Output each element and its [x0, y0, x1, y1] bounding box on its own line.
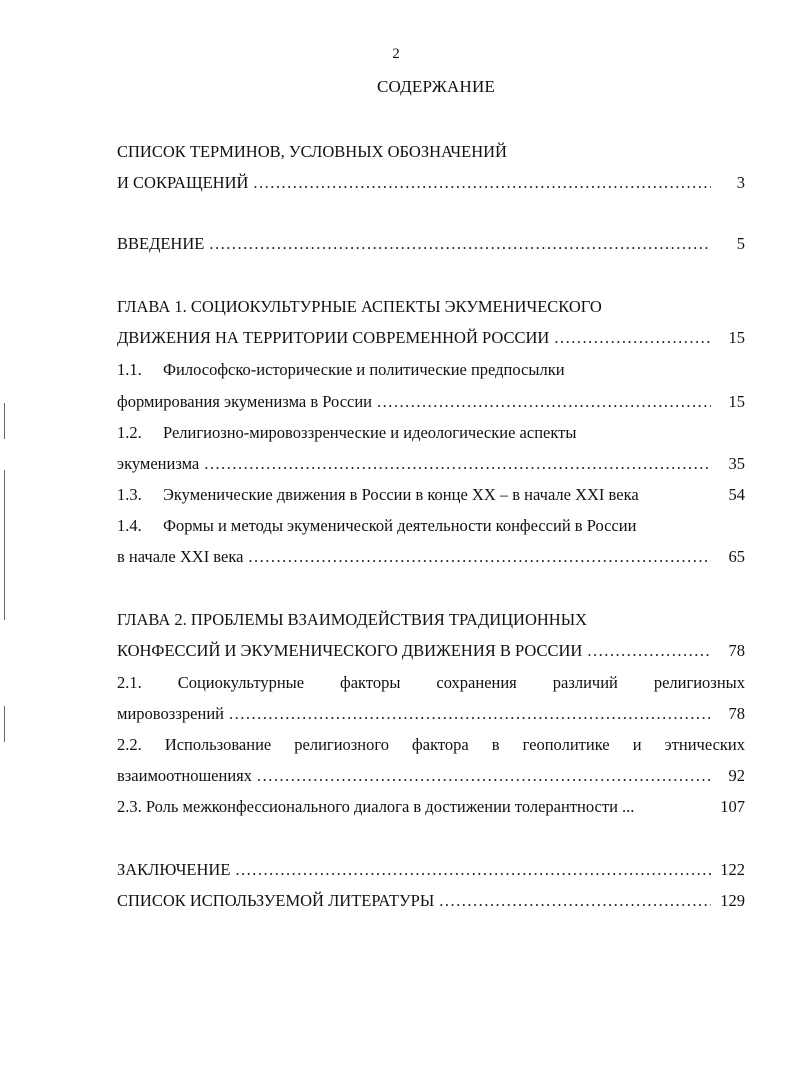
toc-entry-text: Религиозно-мировоззренческие и идеологические аспекты	[163, 423, 577, 442]
section-number: 1.1.	[117, 360, 142, 379]
toc-entry-chapter2[interactable]	[117, 639, 745, 663]
toc-page-number: 78	[728, 641, 745, 660]
scan-mark	[4, 706, 5, 742]
toc-entry-2-1-line1: 2.1. Социокультурные факторы сохранения различий религиозных	[117, 673, 745, 692]
toc-page-number: 78	[728, 704, 745, 723]
toc-entry-1-4-line1	[117, 514, 745, 538]
toc-entry-text: Философско-исторические и политические предпосылки	[163, 360, 565, 379]
toc-entry-text: СПИСОК ИСПОЛЬЗУЕМОЙ ЛИТЕРАТУРЫ	[117, 891, 435, 910]
toc-entry-2-3[interactable]	[117, 795, 745, 819]
toc-entry-text: 2.3. Роль межконфессионального диалога в достижении толерантности ...	[117, 797, 635, 816]
scan-mark	[4, 470, 5, 620]
toc-entry-text: экуменизма	[117, 454, 200, 473]
toc-page-number: 15	[728, 392, 745, 411]
toc-entry-text: Формы и методы экуменической деятельности конфессий в России	[163, 516, 637, 535]
toc-page-number: 65	[728, 547, 745, 566]
toc-entry-text	[117, 483, 639, 507]
toc-page-number: 15	[728, 328, 745, 347]
toc-entry-2-1[interactable]	[117, 702, 745, 726]
toc-entry-text: ЗАКЛЮЧЕНИЕ	[117, 860, 231, 879]
toc-entry-title: Экуменические движения в России в конце XX – в начале XXI века	[163, 485, 639, 504]
toc-entry-conclusion[interactable]	[117, 858, 745, 882]
toc-entry-text: И СОКРАЩЕНИЙ	[117, 173, 249, 192]
section-number: 1.2.	[117, 423, 142, 442]
toc-entry-text: мировоззрений	[117, 704, 225, 723]
toc-page-number: 35	[728, 454, 745, 473]
toc-entry-chapter2-line1: ГЛАВА 2. ПРОБЛЕМЫ ВЗАИМОДЕЙСТВИЯ ТРАДИЦИОННЫХ	[117, 610, 588, 629]
toc-page-number: 3	[736, 173, 745, 192]
leader-dots	[439, 889, 711, 913]
page-number: 2	[392, 46, 400, 62]
leader-dots	[377, 390, 711, 414]
toc-entry-terms[interactable]	[117, 171, 745, 195]
section-number: 1.4.	[117, 516, 142, 535]
toc-page-number: 107	[720, 797, 745, 816]
toc-entry-1-4[interactable]	[117, 545, 745, 569]
toc-entry-1-3[interactable]	[117, 483, 745, 507]
toc-entry-2-2[interactable]	[117, 764, 745, 788]
toc-entry-text: взаимоотношениях	[117, 766, 253, 785]
toc-entry-1-1[interactable]	[117, 390, 745, 414]
toc-entry-introduction[interactable]	[117, 232, 745, 256]
scan-mark	[4, 403, 5, 439]
leader-dots	[248, 545, 711, 569]
leader-dots	[209, 232, 711, 256]
toc-page-number: 92	[728, 766, 745, 785]
toc-entry-text: в начале XXI века	[117, 547, 244, 566]
toc-entry-terms-line1: СПИСОК ТЕРМИНОВ, УСЛОВНЫХ ОБОЗНАЧЕНИЙ	[117, 142, 507, 161]
toc-entry-text: КОНФЕССИЙ И ЭКУМЕНИЧЕСКОГО ДВИЖЕНИЯ В РОССИИ	[117, 641, 583, 660]
toc-page-number: 129	[720, 891, 745, 910]
toc-entry-text: формирования экуменизма в России	[117, 392, 373, 411]
toc-page-number: 5	[736, 234, 745, 253]
leader-dots	[554, 326, 711, 350]
leader-dots	[229, 702, 711, 726]
leader-dots	[204, 452, 711, 476]
leader-dots	[235, 858, 711, 882]
toc-entry-1-1-line1	[117, 358, 745, 382]
toc-page-number: 54	[728, 485, 745, 504]
toc-page-number: 122	[720, 860, 745, 879]
toc-entry-bibliography[interactable]	[117, 889, 745, 913]
toc-entry-2-2-line1: 2.2. Использование религиозного фактора в геополитике и этнических	[117, 735, 745, 754]
toc-entry-chapter1[interactable]	[117, 326, 745, 350]
toc-entry-text: ВВЕДЕНИЕ	[117, 234, 205, 253]
leader-dots	[587, 639, 711, 663]
toc-entry-text: ДВИЖЕНИЯ НА ТЕРРИТОРИИ СОВРЕМЕННОЙ РОССИИ	[117, 328, 550, 347]
leader-dots	[253, 171, 711, 195]
section-number: 1.3.	[117, 485, 142, 504]
toc-entry-1-2[interactable]	[117, 452, 745, 476]
toc-title: СОДЕРЖАНИЕ	[376, 77, 496, 96]
toc-entry-1-2-line1	[117, 421, 745, 445]
toc-entry-chapter1-line1: ГЛАВА 1. СОЦИОКУЛЬТУРНЫЕ АСПЕКТЫ ЭКУМЕНИЧЕСКОГО	[117, 297, 602, 316]
leader-dots	[257, 764, 711, 788]
